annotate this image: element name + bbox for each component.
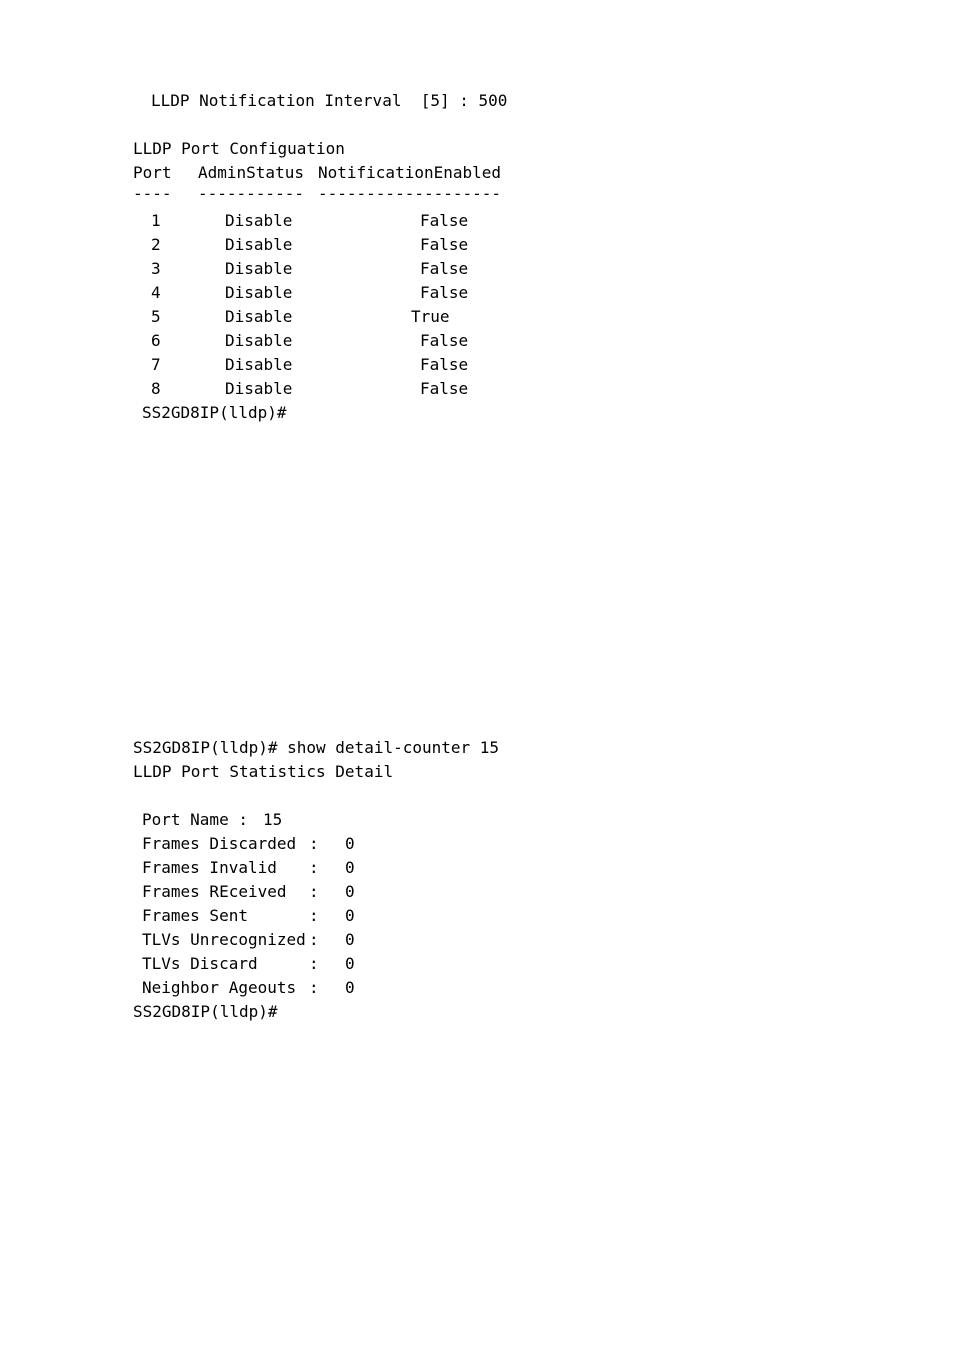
row-port: 3 — [151, 259, 161, 278]
stat-value: 0 — [345, 882, 355, 901]
row-admin-status: Disable — [225, 283, 293, 302]
row-notification-enabled: False — [420, 211, 469, 230]
dashes-notification-enabled: ------------------- — [318, 184, 502, 203]
stat-colon: : — [309, 858, 319, 877]
stat-label: TLVs Unrecognized — [142, 930, 306, 949]
stat-colon: : — [309, 978, 319, 997]
stat-label: TLVs Discard — [142, 954, 258, 973]
row-notification-enabled: True — [411, 307, 450, 326]
stat-value: 0 — [345, 834, 355, 853]
row-notification-enabled: False — [420, 259, 469, 278]
row-port: 1 — [151, 211, 161, 230]
row-port: 6 — [151, 331, 161, 350]
row-admin-status: Disable — [225, 235, 293, 254]
row-notification-enabled: False — [420, 379, 469, 398]
header-admin-status: AdminStatus — [198, 163, 304, 182]
port-name-label: Port Name : — [142, 810, 248, 829]
stat-label: Frames Discarded — [142, 834, 297, 853]
row-notification-enabled: False — [420, 355, 469, 374]
row-admin-status: Disable — [225, 259, 293, 278]
row-port: 8 — [151, 379, 161, 398]
row-port: 7 — [151, 355, 161, 374]
show-command-line: SS2GD8IP(lldp)# show detail-counter 15 — [133, 738, 500, 757]
statistics-title: LLDP Port Statistics Detail — [133, 762, 394, 781]
stat-colon: : — [309, 882, 319, 901]
row-admin-status: Disable — [225, 331, 293, 350]
stat-label: Neighbor Ageouts — [142, 978, 297, 997]
row-port: 5 — [151, 307, 161, 326]
row-admin-status: Disable — [225, 379, 293, 398]
port-config-title: LLDP Port Configuation — [133, 139, 345, 158]
stat-label: Frames Sent — [142, 906, 248, 925]
dashes-port: ---- — [133, 184, 172, 203]
row-notification-enabled: False — [420, 235, 469, 254]
row-port: 4 — [151, 283, 161, 302]
dashes-admin-status: ----------- — [198, 184, 304, 203]
stat-colon: : — [309, 930, 319, 949]
row-admin-status: Disable — [225, 211, 293, 230]
stat-value: 0 — [345, 930, 355, 949]
stat-colon: : — [309, 906, 319, 925]
port-name-value: 15 — [263, 810, 283, 829]
stat-label: Frames REceived — [142, 882, 287, 901]
stat-value: 0 — [345, 954, 355, 973]
notification-interval-line: LLDP Notification Interval [5] : 500 — [151, 91, 508, 110]
cli-prompt: SS2GD8IP(lldp)# — [133, 1002, 278, 1021]
stat-value: 0 — [345, 858, 355, 877]
header-notification-enabled: NotificationEnabled — [318, 163, 502, 182]
row-admin-status: Disable — [225, 355, 293, 374]
row-notification-enabled: False — [420, 331, 469, 350]
stat-colon: : — [309, 834, 319, 853]
stat-value: 0 — [345, 978, 355, 997]
cli-prompt: SS2GD8IP(lldp)# — [142, 403, 287, 422]
row-port: 2 — [151, 235, 161, 254]
stat-label: Frames Invalid — [142, 858, 277, 877]
stat-value: 0 — [345, 906, 355, 925]
stat-colon: : — [309, 954, 319, 973]
row-admin-status: Disable — [225, 307, 293, 326]
row-notification-enabled: False — [420, 283, 469, 302]
header-port: Port — [133, 163, 172, 182]
